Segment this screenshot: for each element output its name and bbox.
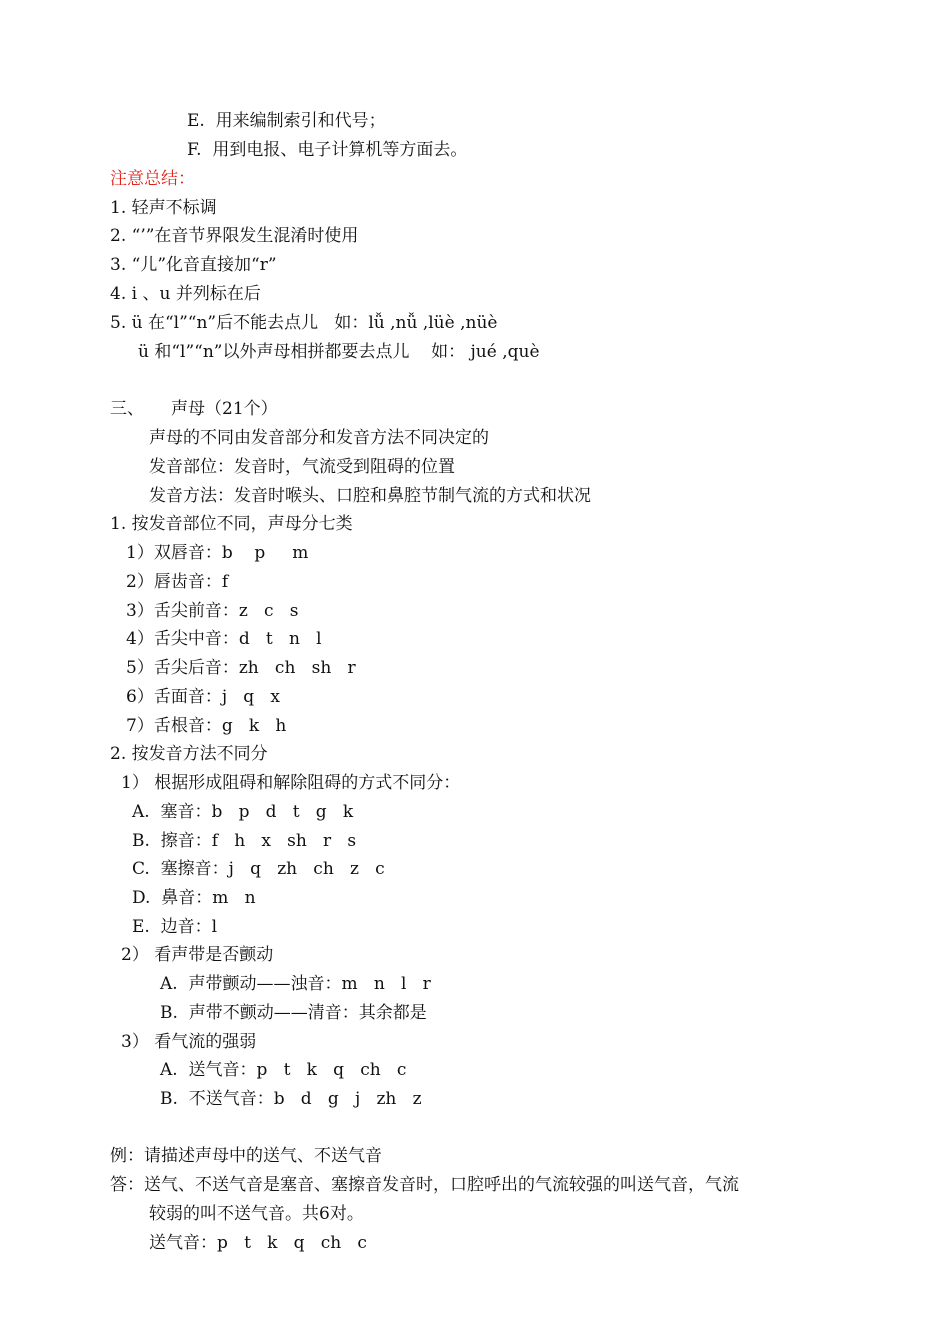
notes-title: 注意总结：: [110, 169, 195, 189]
part2-sub2-item-a: A. 声带颤动——浊音：m n l r: [160, 974, 431, 994]
note-1: 1. 轻声不标调: [110, 198, 217, 218]
part2-sub1-item-b: B. 擦音：f h x sh r s: [132, 831, 357, 851]
part2-sub1-title: 1） 根据形成阻碍和解除阻碍的方式不同分：: [121, 773, 461, 793]
section-intro-2: 发音部位：发音时，气流受到阻碍的位置: [149, 457, 455, 477]
note-5-continued: ü 和“l”“n”以外声母相拼都要去点儿 如： jué ,què: [138, 342, 540, 362]
part2-sub3-item-b: B. 不送气音：b d g j zh z: [160, 1089, 422, 1109]
part1-title: 1. 按发音部位不同，声母分七类: [110, 514, 353, 534]
answer-line-2: 较弱的叫不送气音。共6对。: [149, 1204, 364, 1224]
part1-item-6: 6）舌面音：j q x: [126, 687, 280, 707]
answer-line-1: 答：送气、不送气音是塞音、塞擦音发音时，口腔呼出的气流较强的叫送气音，气流: [110, 1175, 739, 1195]
section-intro-1: 声母的不同由发音部分和发音方法不同决定的: [149, 428, 489, 448]
part2-sub3-title: 3） 看气流的强弱: [121, 1032, 257, 1052]
part1-item-1: 1）双唇音：b p m: [126, 543, 309, 563]
note-5: 5. ü 在“l”“n”后不能去点儿 如：lǚ ,nǚ ,lüè ,nüè: [110, 313, 498, 333]
part1-item-2: 2）唇齿音：f: [126, 572, 229, 592]
answer-line-3: 送气音：p t k q ch c: [149, 1233, 367, 1253]
part2-sub3-item-a: A. 送气音：p t k q ch c: [160, 1060, 407, 1080]
part2-title: 2. 按发音方法不同分: [110, 744, 268, 764]
part2-sub1-item-d: D. 鼻音：m n: [132, 888, 256, 908]
note-4: 4. i 、u 并列标在后: [110, 284, 261, 304]
part2-sub2-title: 2） 看声带是否颤动: [121, 945, 274, 965]
note-2: 2. “’”在音节界限发生混淆时使用: [110, 226, 359, 246]
part2-sub1-item-c: C. 塞擦音：j q zh ch z c: [132, 859, 385, 879]
part1-item-3: 3）舌尖前音：z c s: [126, 601, 299, 621]
part1-item-5: 5）舌尖后音：zh ch sh r: [126, 658, 356, 678]
part1-item-7: 7）舌根音：g k h: [126, 716, 287, 736]
example-question: 例：请描述声母中的送气、不送气音: [110, 1146, 382, 1166]
part2-sub1-item-e: E. 边音：l: [132, 917, 218, 937]
item-f: F. 用到电报、电子计算机等方面去。: [187, 140, 468, 160]
note-3: 3. “儿”化音直接加“r”: [110, 255, 277, 275]
section-intro-3: 发音方法：发音时喉头、口腔和鼻腔节制气流的方式和状况: [149, 486, 591, 506]
part2-sub1-item-a: A. 塞音：b p d t g k: [132, 802, 354, 822]
part1-item-4: 4）舌尖中音：d t n l: [126, 629, 322, 649]
item-e: E. 用来编制索引和代号；: [187, 111, 386, 131]
section-title: 三、 声母（21个）: [110, 399, 278, 419]
part2-sub2-item-b: B. 声带不颤动——清音：其余都是: [160, 1003, 427, 1023]
